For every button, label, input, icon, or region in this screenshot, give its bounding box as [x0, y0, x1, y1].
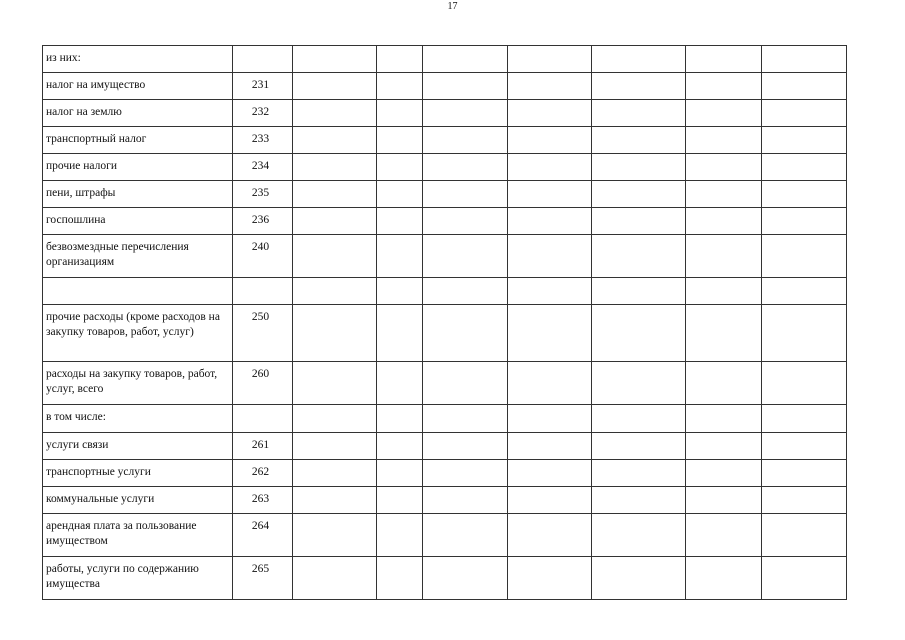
row-label: в том числе: — [43, 405, 233, 433]
table-row — [43, 73, 847, 100]
value-cell — [592, 433, 686, 460]
value-cell — [423, 433, 508, 460]
value-cell — [762, 127, 847, 154]
value-cell — [508, 405, 592, 433]
value-cell — [377, 235, 423, 278]
table-row — [43, 100, 847, 127]
row-code: 233 — [233, 127, 293, 154]
row-label: прочие налоги — [43, 154, 233, 181]
row-code: 232 — [233, 100, 293, 127]
row-label: из них: — [43, 46, 233, 73]
value-cell — [686, 278, 762, 305]
value-cell — [762, 278, 847, 305]
row-code: 262 — [233, 460, 293, 487]
value-cell — [762, 305, 847, 362]
value-cell — [508, 305, 592, 362]
value-cell — [377, 557, 423, 600]
value-cell — [293, 305, 377, 362]
value-cell — [423, 46, 508, 73]
table-row — [43, 127, 847, 154]
value-cell — [293, 208, 377, 235]
value-cell — [293, 362, 377, 405]
value-cell — [423, 127, 508, 154]
value-cell — [423, 460, 508, 487]
value-cell — [686, 405, 762, 433]
value-cell — [293, 181, 377, 208]
value-cell — [423, 181, 508, 208]
value-cell — [762, 487, 847, 514]
row-code: 236 — [233, 208, 293, 235]
value-cell — [293, 278, 377, 305]
table-row — [43, 487, 847, 514]
value-cell — [686, 514, 762, 557]
value-cell — [686, 127, 762, 154]
row-code: 250 — [233, 305, 293, 362]
value-cell — [293, 405, 377, 433]
row-label: пени, штрафы — [43, 181, 233, 208]
value-cell — [293, 127, 377, 154]
value-cell — [686, 362, 762, 405]
value-cell — [508, 433, 592, 460]
value-cell — [592, 46, 686, 73]
value-cell — [293, 46, 377, 73]
table-row — [43, 433, 847, 460]
value-cell — [293, 100, 377, 127]
table-row — [43, 362, 847, 405]
value-cell — [423, 154, 508, 181]
value-cell — [592, 181, 686, 208]
row-label: коммунальные услуги — [43, 487, 233, 514]
value-cell — [686, 181, 762, 208]
value-cell — [293, 433, 377, 460]
value-cell — [592, 73, 686, 100]
value-cell — [423, 362, 508, 405]
value-cell — [762, 433, 847, 460]
value-cell — [686, 100, 762, 127]
value-cell — [762, 46, 847, 73]
value-cell — [508, 278, 592, 305]
value-cell — [686, 487, 762, 514]
value-cell — [423, 278, 508, 305]
value-cell — [762, 557, 847, 600]
value-cell — [508, 487, 592, 514]
row-label: транспортные услуги — [43, 460, 233, 487]
table-row — [43, 154, 847, 181]
row-label: расходы на закупку товаров, работ, услуг, всего — [43, 362, 233, 405]
value-cell — [592, 100, 686, 127]
value-cell — [377, 362, 423, 405]
value-cell — [377, 433, 423, 460]
value-cell — [592, 362, 686, 405]
value-cell — [293, 154, 377, 181]
row-code: 240 — [233, 235, 293, 278]
value-cell — [686, 305, 762, 362]
value-cell — [592, 557, 686, 600]
row-label: работы, услуги по содержанию имущества — [43, 557, 233, 600]
value-cell — [762, 514, 847, 557]
value-cell — [377, 208, 423, 235]
table-row — [43, 208, 847, 235]
value-cell — [508, 235, 592, 278]
row-code: 261 — [233, 433, 293, 460]
value-cell — [377, 514, 423, 557]
table-row — [43, 405, 847, 433]
value-cell — [686, 433, 762, 460]
row-label: услуги связи — [43, 433, 233, 460]
value-cell — [508, 514, 592, 557]
table-row — [43, 235, 847, 278]
value-cell — [293, 514, 377, 557]
row-code: 265 — [233, 557, 293, 600]
value-cell — [762, 362, 847, 405]
page-number: 17 — [447, 1, 458, 12]
value-cell — [762, 208, 847, 235]
value-cell — [423, 487, 508, 514]
value-cell — [762, 235, 847, 278]
value-cell — [423, 514, 508, 557]
table-row — [43, 46, 847, 73]
value-cell — [592, 460, 686, 487]
value-cell — [508, 557, 592, 600]
row-code — [233, 278, 293, 305]
value-cell — [592, 305, 686, 362]
value-cell — [423, 73, 508, 100]
value-cell — [592, 405, 686, 433]
value-cell — [377, 127, 423, 154]
row-code: 264 — [233, 514, 293, 557]
value-cell — [508, 208, 592, 235]
value-cell — [508, 460, 592, 487]
value-cell — [423, 405, 508, 433]
table-row — [43, 181, 847, 208]
value-cell — [377, 405, 423, 433]
row-label: прочие расходы (кроме расходов на закупку товаров, работ, услуг) — [43, 305, 233, 362]
value-cell — [762, 405, 847, 433]
table-row — [43, 557, 847, 600]
value-cell — [377, 73, 423, 100]
budget-table — [42, 45, 847, 600]
value-cell — [377, 181, 423, 208]
value-cell — [686, 73, 762, 100]
row-label: налог на имущество — [43, 73, 233, 100]
row-label: госпошлина — [43, 208, 233, 235]
value-cell — [762, 100, 847, 127]
value-cell — [423, 305, 508, 362]
value-cell — [508, 154, 592, 181]
value-cell — [293, 460, 377, 487]
value-cell — [377, 460, 423, 487]
value-cell — [423, 100, 508, 127]
value-cell — [686, 460, 762, 487]
value-cell — [762, 460, 847, 487]
value-cell — [508, 362, 592, 405]
value-cell — [293, 487, 377, 514]
row-label: транспортный налог — [43, 127, 233, 154]
value-cell — [686, 154, 762, 181]
row-code: 235 — [233, 181, 293, 208]
row-code — [233, 46, 293, 73]
row-code: 263 — [233, 487, 293, 514]
row-code — [233, 405, 293, 433]
row-label: арендная плата за пользование имуществом — [43, 514, 233, 557]
value-cell — [592, 487, 686, 514]
row-label: безвозмездные перечисления организациям — [43, 235, 233, 278]
value-cell — [686, 235, 762, 278]
row-label: налог на землю — [43, 100, 233, 127]
value-cell — [762, 181, 847, 208]
row-code: 234 — [233, 154, 293, 181]
value-cell — [508, 181, 592, 208]
table-row — [43, 514, 847, 557]
value-cell — [377, 100, 423, 127]
value-cell — [423, 235, 508, 278]
table-row — [43, 278, 847, 305]
value-cell — [592, 235, 686, 278]
value-cell — [423, 557, 508, 600]
value-cell — [293, 235, 377, 278]
value-cell — [293, 557, 377, 600]
value-cell — [686, 208, 762, 235]
value-cell — [508, 127, 592, 154]
value-cell — [592, 514, 686, 557]
table-row — [43, 305, 847, 362]
value-cell — [592, 278, 686, 305]
value-cell — [686, 557, 762, 600]
value-cell — [508, 73, 592, 100]
value-cell — [592, 208, 686, 235]
table-row — [43, 460, 847, 487]
value-cell — [377, 46, 423, 73]
value-cell — [293, 73, 377, 100]
value-cell — [508, 46, 592, 73]
value-cell — [592, 127, 686, 154]
value-cell — [377, 278, 423, 305]
row-code: 231 — [233, 73, 293, 100]
value-cell — [377, 305, 423, 362]
value-cell — [686, 46, 762, 73]
row-code: 260 — [233, 362, 293, 405]
value-cell — [423, 208, 508, 235]
value-cell — [377, 487, 423, 514]
value-cell — [377, 154, 423, 181]
value-cell — [762, 73, 847, 100]
value-cell — [508, 100, 592, 127]
value-cell — [762, 154, 847, 181]
row-label — [43, 278, 233, 305]
value-cell — [592, 154, 686, 181]
